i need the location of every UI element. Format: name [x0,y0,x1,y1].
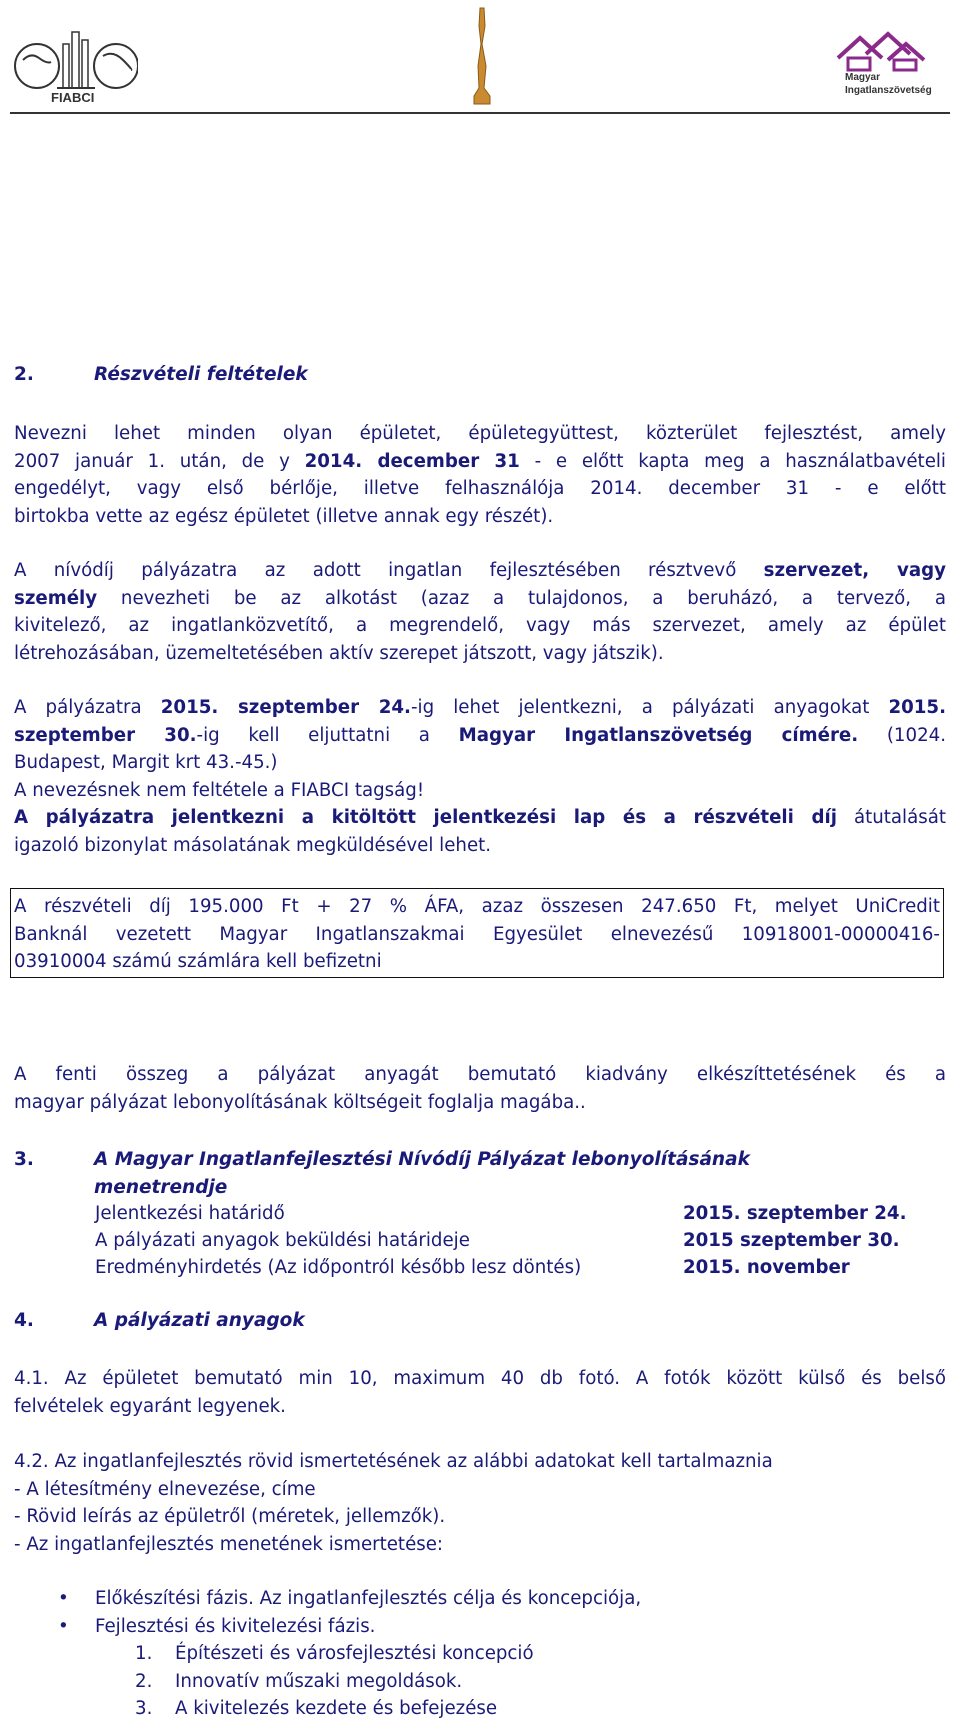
award-statue-icon [468,6,498,106]
fiabci-logo [13,26,138,108]
paragraph-photos: 4.1. Az épületet bemutató min 10, maximum 40 db fotó. A fotók között külső és belső felvételek egyaránt legyenek. [14,1368,946,1417]
schedule-row-2: A pályázati anyagok beküldési határideje 2015 szeptember 30. [95,1230,900,1251]
magyar-ingatlanszovetseg-logo [830,28,940,108]
fiabci-emblem-icon [13,26,138,96]
list-item: • Előkészítési fázis. Az ingatlanfejlesztés célja és koncepciója, [14,1585,641,1613]
list-item: 3. A kivitelezés kezdete és befejezése [135,1698,498,1719]
fiabci-logo-text: FIABCI [51,90,95,105]
section-2-heading: 2. Részvételi feltételek [14,364,308,385]
schedule-row-1: Jelentkezési határidő 2015. szeptember 24. [95,1203,907,1224]
numbered-list [135,1640,534,1723]
list-item: • Fejlesztési és kivitelezési fázis. [14,1613,641,1641]
paragraph-eligibility: Nevezni lehet minden olyan épületet, épületegyüttest, közterület fejlesztést, amely 2007 január 1. után, de y 2014. december 31 - e előtt kapta meg a használatbavételi engedélyt, vagy első bérlője, illetve felhasználója 2014. december 31 - e előtt birtokba vette az egész épületet (illetve annak egy részét). [14,423,946,527]
fee-text: A részvételi díj 195.000 Ft + 27 % ÁFA, azaz összesen 247.650 Ft, melyet UniCredit Banknál vezetett Magyar Ingatlanszakmai Egyesület elnevezésű 10918001-00000416- 03910004 számú számlára kell befizetni [14,896,940,972]
paragraph-fee-coverage: A fenti összeg a pályázat anyagát bemutató kiadvány elkészíttetésének és a magyar pályázat lebonyolításának költségeit foglalja magába.. [14,1064,946,1113]
list-item: 1. Építészeti és városfejlesztési koncepció [135,1643,534,1664]
page-header [10,0,950,114]
bullet-icon: • [58,1615,69,1637]
logo-text-line2: Ingatlanszövetség [845,85,932,96]
list-item: 2. Innovatív műszaki megoldások. [135,1670,463,1692]
phase-list [14,1585,641,1640]
houses-icon [830,28,930,73]
section-4-heading: 4. A pályázati anyagok [14,1310,305,1331]
logo-text-line1: Magyar [845,72,881,83]
paragraph-deadlines: A pályázatra 2015. szeptember 24.-ig lehet jelentkezni, a pályázati anyagokat 2015. szeptember 30.-ig kell eljuttatni a Magyar Ingatlanszövetség címére. (1024. Budapest, Margit krt 43.-45.) A nevezésnek nem feltétele a FIABCI tagság! A pályázatra jelentkezni a kitöltött jelentkezési lap és a részvételi díj átutalását igazoló bizonylat másolatának megküldésével lehet. [14,697,946,856]
paragraph-description: 4.2. Az ingatlanfejlesztés rövid ismertetésének az alábbi adatokat kell tartalmaznia - A létesítmény elnevezése, címe - Rövid leírás az épületről (méretek, jellemzők). - Az ingatlanfejlesztés menetének ismertetése: [14,1451,773,1555]
bullet-icon: • [58,1588,69,1609]
statue-logo [468,6,498,106]
section-3-heading: 3. A Magyar Ingatlanfejlesztési Nívódíj Pályázat lebonyolításának menetrendje [14,1149,750,1198]
schedule-row-3: Eredményhirdetés (Az időpontról később lesz döntés) 2015. november [95,1257,850,1278]
paragraph-entrants: A nívódíj pályázatra az adott ingatlan fejlesztésében résztvevő szervezet, vagy személy nevezheti be az alkotást (azaz a tulajdonos, a beruházó, a tervező, a kivitelező, az ingatlanközvetítő, a megrendelő, vagy más szervezet, amely az épület létrehozásában, üzemeltetésében aktív szerepet játszott, vagy játszik). [14,560,946,664]
